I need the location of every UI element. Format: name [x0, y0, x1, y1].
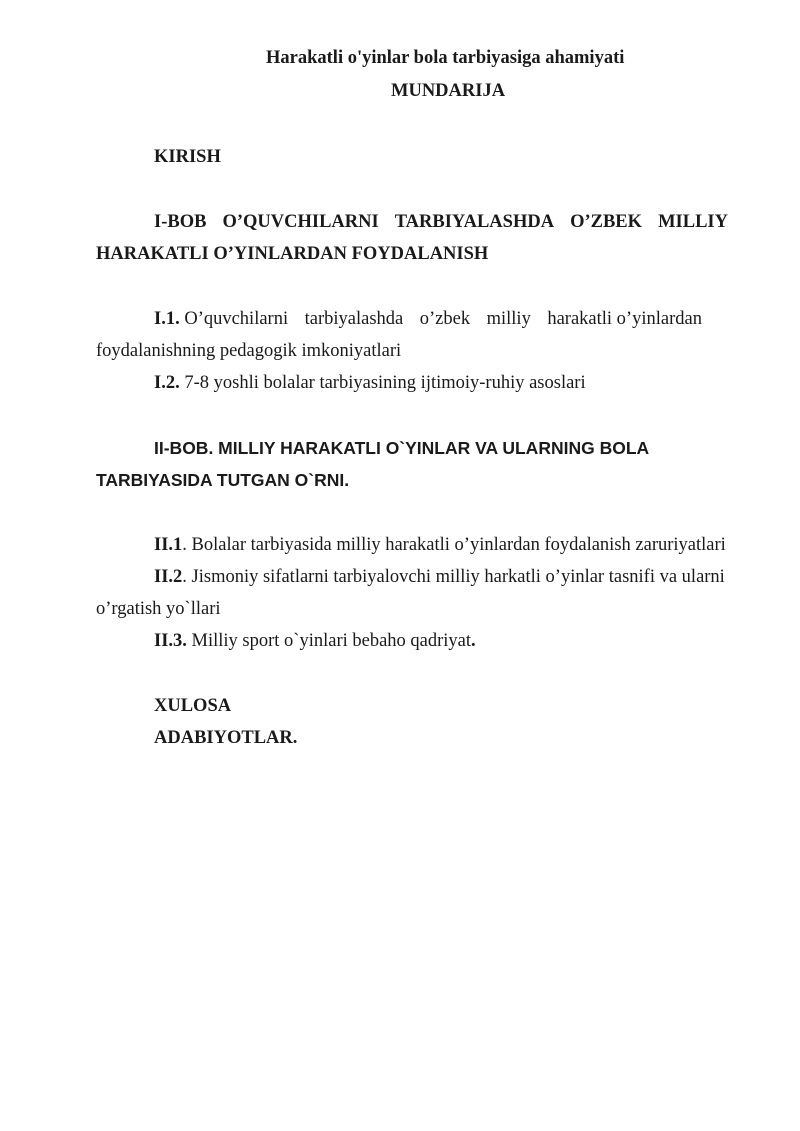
section-2-2-title-line-2: o’rgatish yo`llari: [96, 599, 221, 619]
section-title-end: .: [471, 631, 476, 651]
chapter-1-word: O’ZBEK: [570, 212, 643, 232]
section-number: II.3.: [154, 631, 187, 651]
chapter-1-title-line-2: HARAKATLI O’YINLARDAN FOYDALANISH: [96, 244, 489, 264]
section-title: . Bolalar tarbiyasida milliy harakatli o’yinlardan foydalanish zaruriyatlari: [182, 535, 726, 555]
toc-entry-section-2-1: [154, 533, 726, 557]
section-title: . Jismoniy sifatlarni tarbiyalovchi milliy harkatli o’yinlar tasnifi va ularni: [182, 567, 725, 587]
chapter-1-title-line-1: [154, 210, 728, 234]
toc-entry-section-1-1: [154, 307, 702, 331]
chapter-1-word: TARBIYALASHDA: [394, 212, 555, 232]
chapter-2-title-line-1: II-BOB. MILLIY HARAKATLI O`YINLAR VA ULARNING BOLA: [154, 438, 650, 458]
section-word: milliy: [486, 309, 531, 329]
section-title: 7-8 yoshli bolalar tarbiyasining ijtimoiy-ruhiy asoslari: [179, 373, 586, 393]
toc-entry-introduction: KIRISH: [154, 147, 221, 167]
toc-entry-section-2-2: [154, 565, 725, 589]
section-number: II.1: [154, 535, 183, 555]
section-title: Milliy sport o`yinlari bebaho qadriyat: [186, 631, 472, 651]
section-number: I.1.: [154, 309, 180, 329]
section-1-1-title-line-2: foydalanishning pedagogik imkoniyatlari: [96, 341, 402, 361]
section-word: harakatli o’yinlardan: [547, 309, 702, 329]
chapter-2-title-line-2: TARBIYASIDA TUTGAN O`RNI.: [96, 470, 350, 490]
toc-heading: MUNDARIJA: [391, 81, 506, 101]
toc-entry-conclusion: XULOSA: [154, 696, 232, 716]
section-number: II.2: [154, 567, 183, 587]
toc-entry-references: ADABIYOTLAR.: [154, 728, 298, 748]
toc-entry-section-2-3: [154, 629, 476, 653]
section-number: I.2.: [154, 373, 180, 393]
chapter-1-word: I-BOB: [154, 212, 207, 232]
section-word: tarbiyalashda: [304, 309, 404, 329]
section-word: o’zbek: [419, 309, 471, 329]
chapter-1-word: O’QUVCHILARNI: [222, 212, 379, 232]
document-title: Harakatli o'yinlar bola tarbiyasiga ahamiyati: [266, 48, 625, 68]
toc-entry-section-1-2: [154, 371, 586, 395]
chapter-1-word: MILLIY: [658, 212, 728, 232]
section-word: O’quvchilarni: [184, 309, 289, 329]
